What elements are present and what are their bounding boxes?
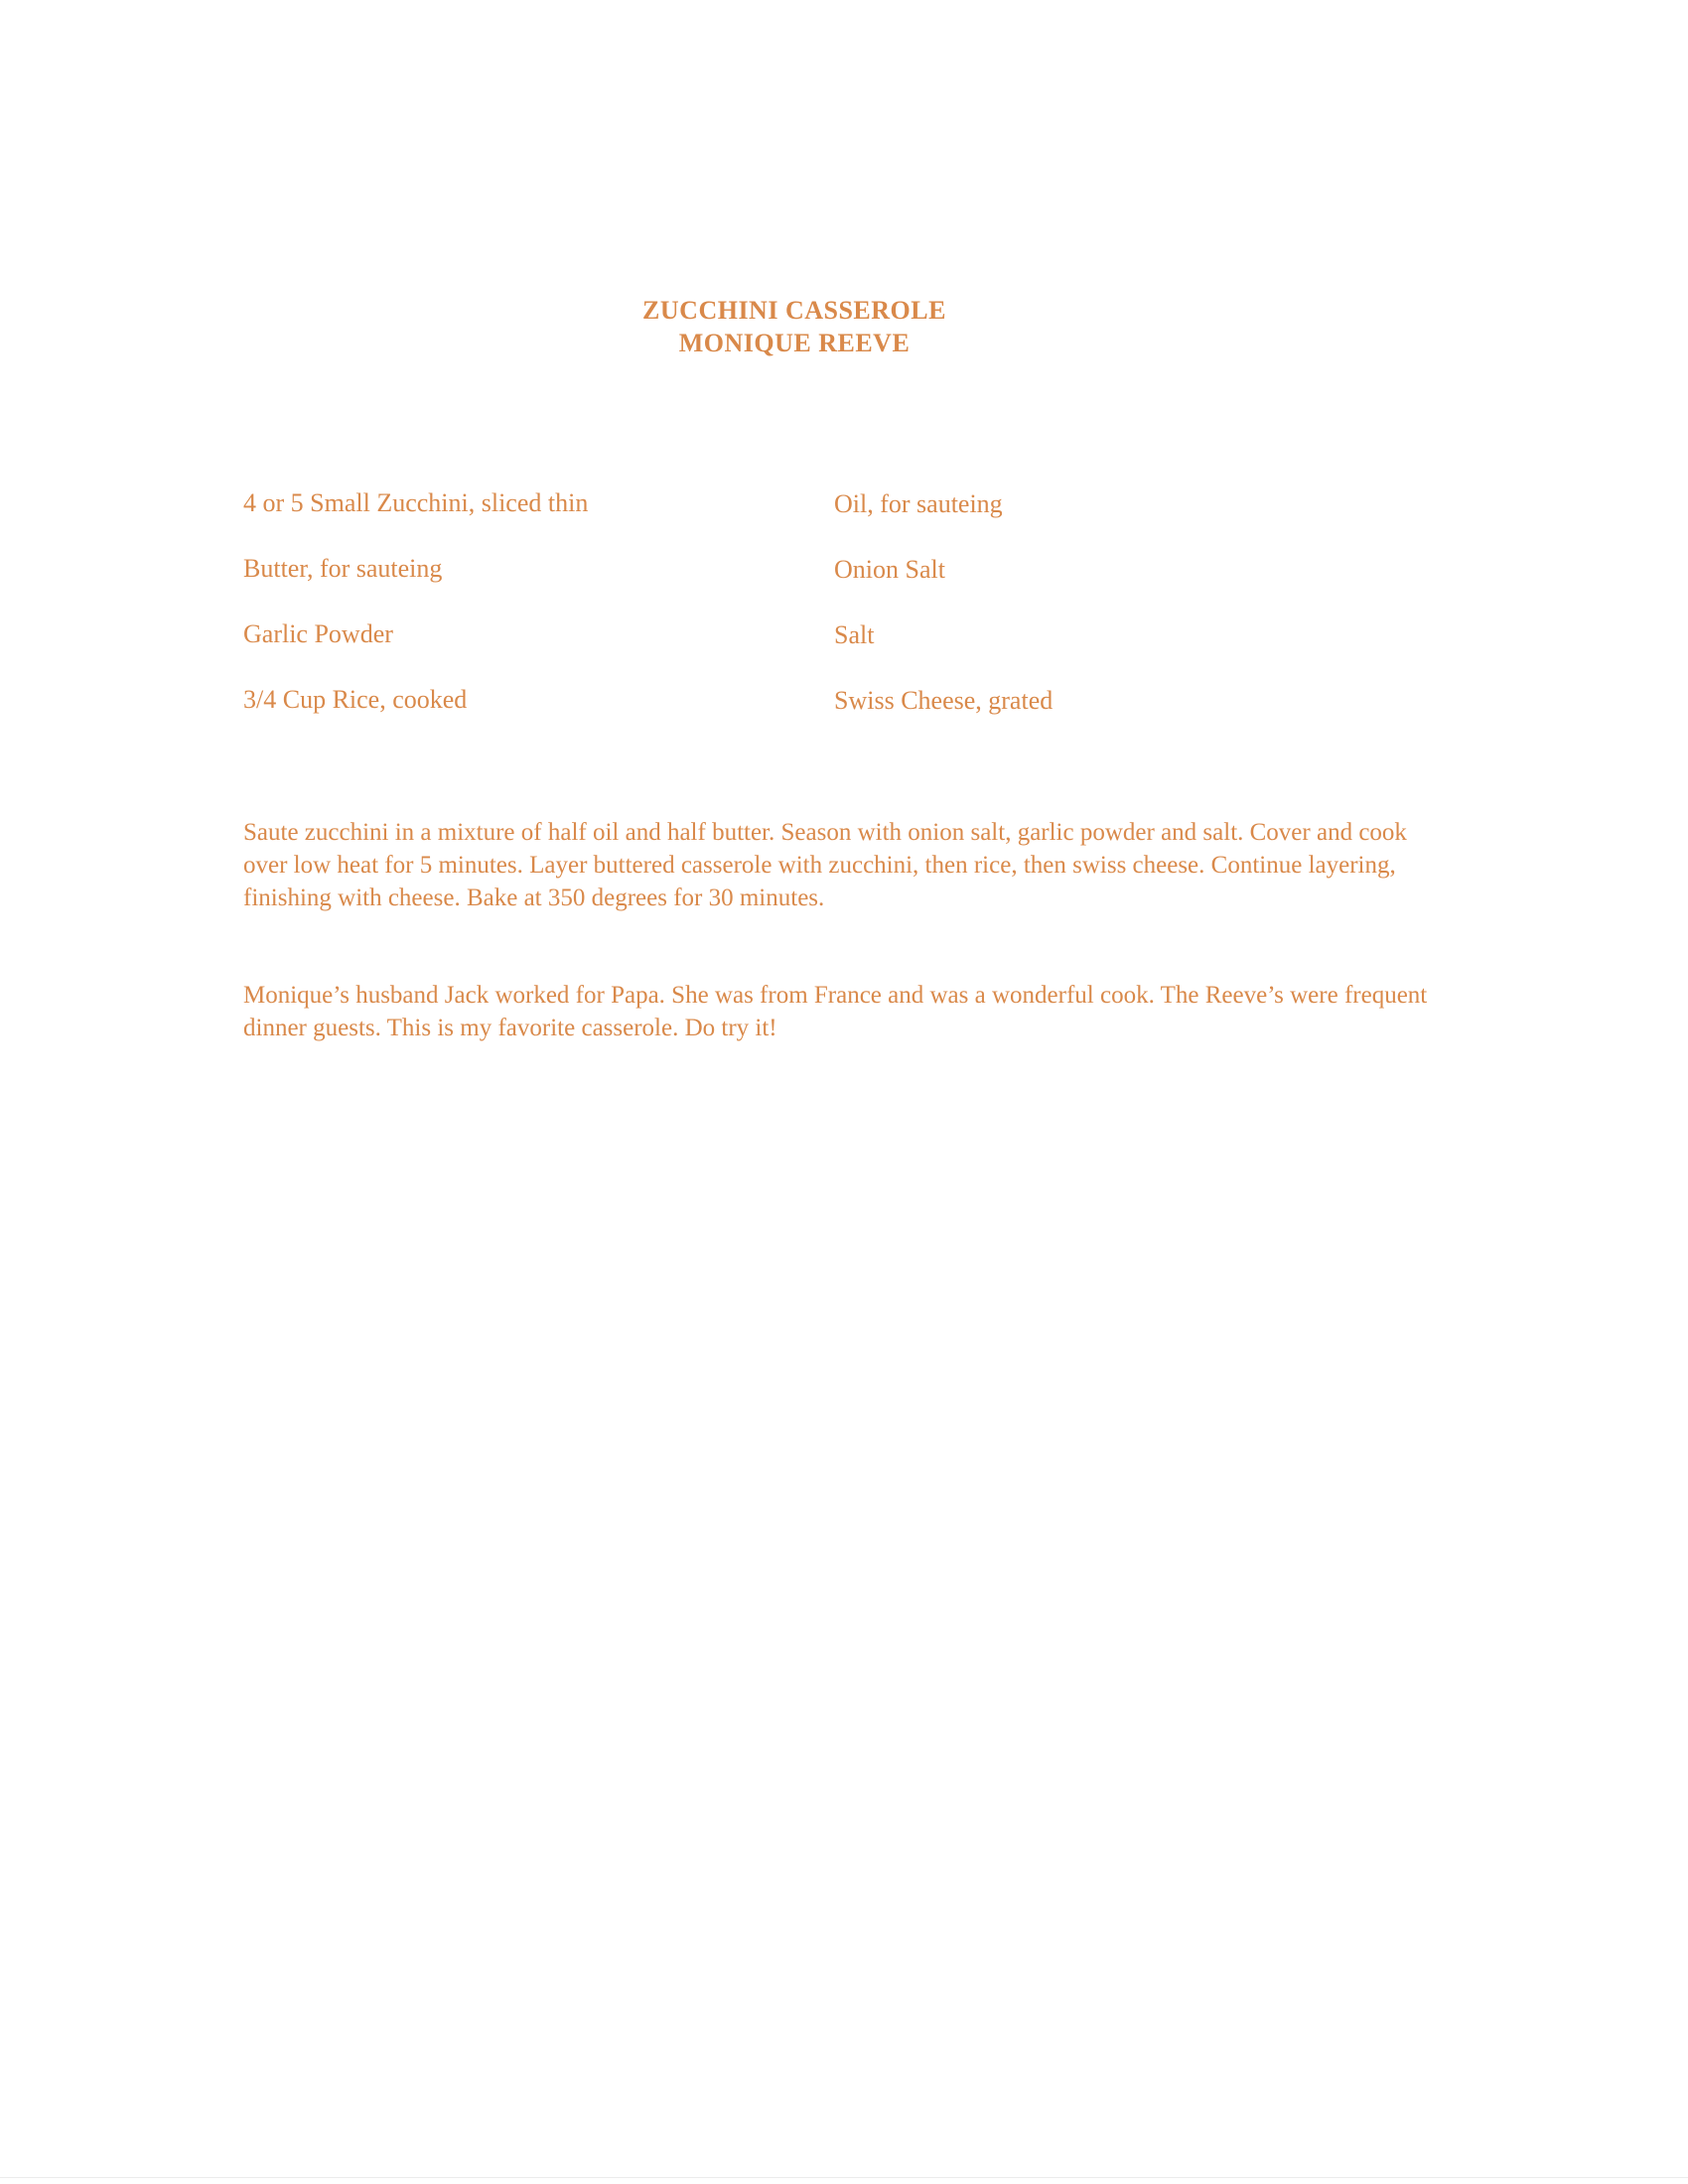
ingredient-row [243,617,1435,683]
ingredient-item: Onion Salt [834,555,945,584]
recipe-author: MONIQUE REEVE [678,329,911,357]
ingredient-item: Oil, for sauteing [834,489,1003,518]
ingredient-row [243,683,1435,749]
ingredient-item: Salt [834,620,875,649]
title-block [0,294,1589,359]
scan-edge-divider [0,2177,1688,2178]
ingredient-item: Butter, for sauteing [243,554,443,583]
ingredient-item: 4 or 5 Small Zucchini, sliced thin [243,488,589,517]
ingredient-item: Garlic Powder [243,619,393,648]
recipe-title: ZUCCHINI CASSEROLE [642,296,946,325]
ingredient-row [243,486,1435,552]
ingredient-item: 3/4 Cup Rice, cooked [243,685,468,714]
directions-paragraph: Saute zucchini in a mixture of half oil and half butter. Season with onion salt, garlic powder and salt. Cover and cook over low heat for 5 minutes. Layer buttered casserole with zucchini, then rice, then swiss cheese. Continue layering, finishing with cheese. Bake at 350 degrees for 30 minutes. [243,819,1407,911]
note-paragraph: Monique’s husband Jack worked for Papa. She was from France and was a wonderful cook. The Reeve’s were frequent dinner guests. This is my favorite casserole. Do try it! [243,982,1428,1041]
ingredient-item: Swiss Cheese, grated [834,686,1054,715]
ingredient-list [243,486,1435,749]
ingredient-row [243,552,1435,617]
